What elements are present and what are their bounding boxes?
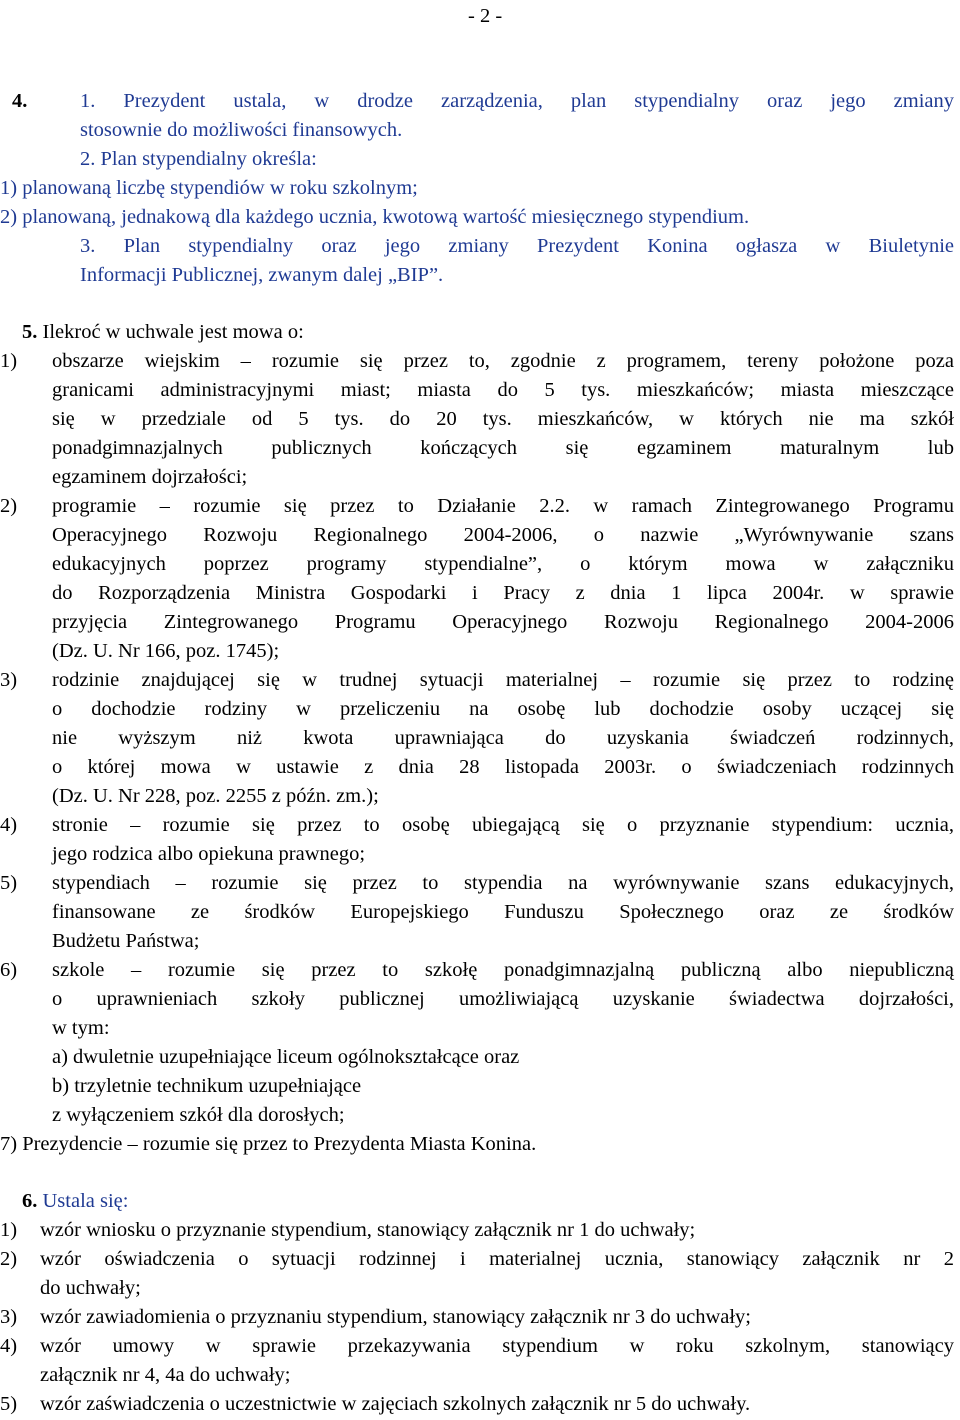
section-5-item-text-line: (Dz. U. Nr 228, poz. 2255 z późn. zm.);: [52, 785, 379, 807]
section-4-point-2-item-2: 2) planowaną, jednakową dla każdego ucznia, kwotową wartość miesięcznego stypendium.: [0, 206, 750, 228]
section-4-point-3-cont: Informacji Publicznej, zwanym dalej „BIP”.: [80, 264, 444, 286]
section-5-item-text-line: o dochodzie rodziny w przeliczeniu na osobę lub dochodzie osoby uczącej się: [52, 698, 954, 720]
section-5-item-text-line: edukacyjnych poprzez programy stypendialne”, o którym mowa w załączniku: [52, 553, 954, 575]
section-5-item-number: 3): [0, 669, 18, 691]
section-6-intro: Ustala się:: [42, 1190, 129, 1212]
section-5-item-text-line: programie – rozumie się przez to Działanie 2.2. w ramach Zintegrowanego Programu: [52, 495, 954, 517]
section-6-item-text-line: wzór zaświadczenia o uczestnictwie w zajęciach szkolnych załącznik nr 5 do uchwały.: [40, 1393, 751, 1415]
section-5-item-text-line: o uprawnieniach szkoły publicznej umożliwiającą uzyskanie świadectwa dojrzałości,: [52, 988, 954, 1010]
section-6-item-number: 3): [0, 1306, 18, 1328]
section-5-item-text-line: stronie – rozumie się przez to osobę ubiegającą się o przyznanie stypendium: ucznia,: [52, 814, 954, 836]
section-5-item-text-line: egzaminem dojrzałości;: [52, 466, 248, 488]
section-5-item-text-line: granicami administracyjnymi miast; miasta do 5 tys. mieszkańców; miasta mieszczące: [52, 379, 954, 401]
section-5-sub-exclusion: z wyłączeniem szkół dla dorosłych;: [52, 1104, 345, 1126]
section-5-item-text-line: (Dz. U. Nr 166, poz. 1745);: [52, 640, 280, 662]
page-number: - 2 -: [468, 5, 503, 27]
section-6-item-number: 4): [0, 1335, 18, 1357]
section-6-item-text-line: załącznik nr 4, 4a do uchwały;: [40, 1364, 291, 1386]
section-5-item-text-line: szkole – rozumie się przez to szkołę ponadgimnazjalną publiczną albo niepubliczną: [52, 959, 954, 981]
section-5-item-text-line: Operacyjnego Rozwoju Regionalnego 2004-2006, o nazwie „Wyrównywanie szans: [52, 524, 954, 546]
section-5-item-text-line: jego rodzica albo opiekuna prawnego;: [52, 843, 366, 865]
section-6-item-text-line: wzór oświadczenia o sytuacji rodzinnej i materialnej ucznia, stanowiący załącznik nr 2: [40, 1248, 954, 1270]
section-6-item-text-line: do uchwały;: [40, 1277, 141, 1299]
section-4-number: 4.: [12, 90, 28, 112]
section-4-point-1: 1. Prezydent ustala, w drodze zarządzenia, plan stypendialny oraz jego zmiany: [80, 90, 954, 112]
section-5-item-number: 5): [0, 872, 18, 894]
section-5-number: 5.: [22, 321, 38, 343]
section-5-sub-b: b) trzyletnie technikum uzupełniające: [52, 1075, 362, 1097]
section-4-point-2: 2. Plan stypendialny określa:: [80, 148, 317, 170]
section-5-item-text-line: Budżetu Państwa;: [52, 930, 200, 952]
section-5-heading: [22, 318, 304, 347]
section-5-item-text-line: przyjęcia Zintegrowanego Programu Operacyjnego Rozwoju Regionalnego 2004-2006: [52, 611, 954, 633]
section-4-point-3: 3. Plan stypendialny oraz jego zmiany Prezydent Konina ogłasza w Biuletynie: [80, 235, 954, 257]
section-6-item-number: 2): [0, 1248, 18, 1270]
section-6-item-text-line: wzór wniosku o przyznanie stypendium, stanowiący załącznik nr 1 do uchwały;: [40, 1219, 696, 1241]
section-5-item-text-line: obszarze wiejskim – rozumie się przez to, zgodnie z programem, tereny położone poza: [52, 350, 954, 372]
section-5-item-text-line: się w przedziale od 5 tys. do 20 tys. mieszkańców, w których nie ma szkół: [52, 408, 954, 430]
section-5-item-text-line: nie wyższym niż kwota uprawniająca do uzyskania świadczeń rodzinnych,: [52, 727, 954, 749]
section-5-intro: Ilekroć w uchwale jest mowa o:: [42, 321, 304, 343]
section-5-item-text-line: stypendiach – rozumie się przez to stypendia na wyrównywanie szans edukacyjnych,: [52, 872, 954, 894]
section-6-item-number: 5): [0, 1393, 18, 1415]
section-5-item-7: 7) Prezydencie – rozumie się przez to Prezydenta Miasta Konina.: [0, 1133, 537, 1155]
section-5-item-number: 1): [0, 350, 18, 372]
section-5-item-text-line: w tym:: [52, 1017, 110, 1039]
section-5-sub-a: a) dwuletnie uzupełniające liceum ogólnokształcące oraz: [52, 1046, 520, 1068]
section-6-item-text-line: wzór umowy w sprawie przekazywania stypendium w roku szkolnym, stanowiący: [40, 1335, 954, 1357]
section-6-heading: [22, 1187, 128, 1216]
section-5-item-number: 4): [0, 814, 18, 836]
section-5-item-text-line: do Rozporządzenia Ministra Gospodarki i Pracy z dnia 1 lipca 2004r. w sprawie: [52, 582, 954, 604]
section-5-item-text-line: o której mowa w ustawie z dnia 28 listopada 2003r. o świadczeniach rodzinnych: [52, 756, 954, 778]
section-5-item-number: 6): [0, 959, 18, 981]
section-4-point-1-cont: stosownie do możliwości finansowych.: [80, 119, 403, 141]
section-6-item-number: 1): [0, 1219, 18, 1241]
section-4-point-2-item-1: 1) planowaną liczbę stypendiów w roku szkolnym;: [0, 177, 418, 199]
section-6-number: 6.: [22, 1190, 38, 1212]
section-6-item-text-line: wzór zawiadomienia o przyznaniu stypendium, stanowiący załącznik nr 3 do uchwały;: [40, 1306, 751, 1328]
section-5-item-text-line: rodzinie znajdującej się w trudnej sytuacji materialnej – rozumie się przez to rodzinę: [52, 669, 954, 691]
section-5-item-text-line: ponadgimnazjalnych publicznych kończących się egzaminem maturalnym lub: [52, 437, 954, 459]
section-5-item-text-line: finansowane ze środków Europejskiego Funduszu Społecznego oraz ze środków: [52, 901, 954, 923]
section-5-item-number: 2): [0, 495, 18, 517]
